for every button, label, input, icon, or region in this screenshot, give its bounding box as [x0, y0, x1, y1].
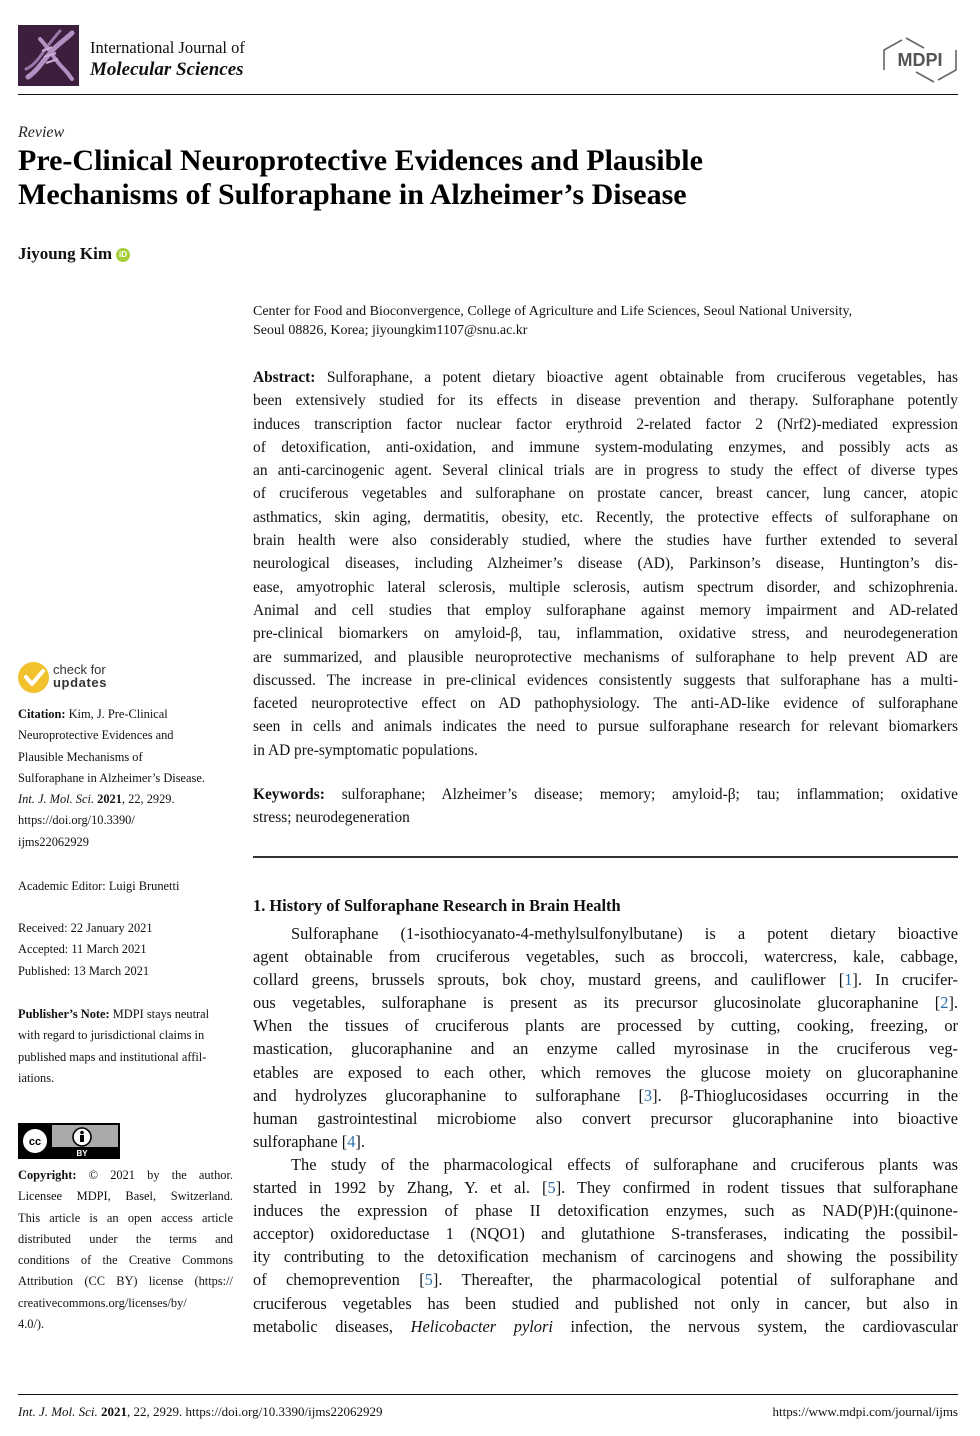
footer-citation: Int. J. Mol. Sci. 2021, 22, 2929. https://doi.org/10.3390/ijms22062929 [18, 1404, 383, 1419]
license-link[interactable]: 4.0/). [18, 1317, 45, 1332]
copyright-notice: Copyright: © 2021 by the author. Licensee MDPI, Basel, Switzerland. This article is an open access article distributed under the terms and conditions of the Creative Commons Attribution (CC BY) license (https:// creativecommons.org/licenses/by/ 4.0/). [18, 1165, 233, 1335]
body-line: sulforaphane [4]. [253, 1131, 365, 1151]
body-line: etables are exposed to each other, which removes the glucose moiety on glucoraphanine [253, 1062, 958, 1082]
citation-label: Citation: [18, 707, 66, 721]
published-date: Published: 13 March 2021 [18, 963, 150, 978]
abstract-line: Animal and cell studies that employ sulforaphane against memory impairment and AD-related [253, 601, 958, 619]
body-line: metabolic diseases, Helicobacter pylori infection, the nervous system, the cardiovascular [253, 1316, 958, 1336]
citation-block: Citation: Kim, J. Pre-Clinical Neuroprotective Evidences and Plausible Mechanisms of Sulforaphane in Alzheimer’s Disease. Int. J. Mol. Sci. 2021, 22, 2929. https://doi.org/10.3390/ ijms22062929 [18, 704, 233, 853]
body-line: ous vegetables, sulforaphane is present as its precursor glucosinolate glucoraphanine [2]. [253, 993, 958, 1013]
header-divider [18, 94, 958, 95]
check-for-label: check for [53, 662, 106, 677]
reference-link[interactable]: 2 [940, 993, 949, 1013]
mdpi-logo[interactable] [880, 36, 960, 84]
keywords-divider [253, 856, 958, 858]
abstract-line: an anti-carcinogenic agent. Several clinical trials are in progress to study the effect of diverse types [253, 462, 958, 480]
article-title [18, 144, 918, 212]
affiliation [253, 302, 953, 340]
reference-link[interactable]: 5 [547, 1178, 556, 1198]
affiliation-line: Seoul 08826, Korea; jiyoungkim1107@snu.ac.kr [253, 323, 528, 338]
keywords-label: Keywords: [253, 786, 325, 803]
body-line: Sulforaphane (1-isothiocyanato-4-methylsulfonylbutane) is a potent dietary bioactive [291, 924, 958, 943]
abstract-line: discussed. The increase in pre-clinical evidences consistently suggests that sulforaphane has a multi- [253, 671, 958, 689]
journal-name-line1: International Journal of [90, 38, 245, 57]
svg-text:cc: cc [28, 1136, 42, 1148]
keywords-line: stress; neurodegeneration [253, 809, 410, 827]
abstract-label: Abstract: [253, 369, 316, 386]
body-line: ity contributing to the detoxification mechanism of carcinogens and showing the possibility [253, 1247, 958, 1267]
abstract-line: ease, amyotrophic lateral sclerosis, multiple sclerosis, autism spectrum disorder, and schizophrenia. [253, 578, 958, 596]
abstract-line: induces transcription factor nuclear factor erythroid 2-related factor 2 (Nrf2)-mediated expression [253, 415, 958, 433]
body-line: of chemoprevention [5]. Thereafter, the pharmacological potential of sulforaphane and [253, 1270, 959, 1290]
academic-editor: Academic Editor: Luigi Brunetti [18, 879, 180, 893]
title-line: Pre-Clinical Neuroprotective Evidences and Plausible [18, 144, 703, 177]
article-dates [18, 918, 233, 982]
journal-logo [18, 25, 79, 86]
abstract-line: seen in cells and animals indicates the need to pursue sulforaphane research for relevant biomarkers [253, 718, 958, 736]
dna-helix-icon [18, 25, 79, 86]
body-line: agent obtainable from cruciferous vegetables, such as broccoli, watercress, kale, cabbage, [253, 947, 958, 967]
article-type: Review [18, 124, 65, 141]
accepted-date: Accepted: 11 March 2021 [18, 942, 147, 957]
abstract-line: pre-clinical biomarkers on amyloid-β, tau, inflammation, oxidative stress, and neurodegeneration [253, 625, 958, 643]
abstract-line: brain health were also considerably studied, where the studies have further extended to several [253, 532, 958, 550]
license-link[interactable]: creativecommons.org/licenses/by/ [18, 1295, 187, 1310]
check-for-updates-button[interactable] [18, 662, 138, 694]
abstract-line: faceted neuroprotective effect on AD pathophysiology. The anti-AD-like evidence of sulforaphane [253, 695, 958, 713]
citation-doi-link[interactable]: ijms22062929 [18, 834, 89, 849]
body-line: mastication, glucoraphanine and an enzyme called myrosinase in the cruciferous veg- [253, 1039, 958, 1059]
abstract-line: Abstract: Sulforaphane, a potent dietary bioactive agent obtainable from cruciferous vegetables, has [253, 369, 958, 386]
keywords [253, 783, 958, 830]
abstract [253, 366, 958, 762]
body-line: and hydrolyzes glucoraphanine to sulforaphane [3]. β-Thioglucosidases occurring in the [253, 1085, 959, 1105]
svg-text:BY: BY [76, 1149, 88, 1158]
affiliation-line: Center for Food and Bioconvergence, College of Agriculture and Life Sciences, Seoul National University, [253, 304, 853, 319]
received-date: Received: 22 January 2021 [18, 921, 153, 935]
orcid-icon[interactable]: iD [116, 248, 130, 262]
cc-by-license-badge[interactable] [18, 1123, 120, 1159]
body-line: induces the expression of phase II detoxification enzymes, such as NAD(P)H:(quinone- [253, 1201, 958, 1221]
footer-divider [18, 1394, 958, 1395]
body-line: cruciferous vegetables has been studied and published not only in cancer, but also in [253, 1293, 958, 1313]
svg-text:MDPI: MDPI [897, 50, 943, 70]
publisher-note: Publisher’s Note: MDPI stays neutral with regard to jurisdictional claims in published maps and institutional affil- iations. [18, 1007, 210, 1085]
author-name[interactable]: Jiyoung Kim [18, 244, 112, 263]
abstract-line: asthmatics, skin aging, dermatitis, obesity, etc. Recently, the protective effects of sulforaphane on [253, 508, 958, 526]
footer-doi-link[interactable]: , 22, 2929. https://doi.org/10.3390/ijms22062929 [127, 1404, 383, 1419]
citation-doi-link[interactable]: https://doi.org/10.3390/ [18, 813, 135, 828]
journal-name-line2: Molecular Sciences [90, 59, 244, 80]
mdpi-hexagon-icon [880, 36, 960, 84]
title-line: Mechanisms of Sulforaphane in Alzheimer’s Disease [18, 178, 687, 211]
body-line: collard greens, brussels sprouts, bok choy, mustard greens, and cauliflower [1]. In crucifer- [253, 970, 959, 990]
author [18, 244, 130, 264]
abstract-line: in AD pre-symptomatic populations. [253, 741, 478, 759]
updates-label: updates [53, 675, 108, 690]
reference-link[interactable]: 5 [424, 1270, 433, 1290]
abstract-line: are summarized, and plausible neuroprotective mechanisms of sulforaphane to help prevent AD are [253, 648, 958, 666]
section-heading: 1. History of Sulforaphane Research in Brain Health [253, 896, 621, 915]
abstract-line: of detoxification, anti-oxidation, and immune system-modulating enzymes, and possibly acts as [253, 438, 958, 456]
section-body [253, 922, 958, 1338]
checkmark-icon [18, 662, 49, 693]
body-line: acceptor) oxidoreductase 1 (NQO1) and glutathione S-transferases, indicating the possibil- [253, 1224, 958, 1244]
reference-link[interactable]: 3 [643, 1085, 653, 1105]
abstract-line: neurological diseases, including Alzheimer’s disease (AD), Parkinson’s disease, Huntington’s dis- [253, 555, 958, 573]
species-name: Helicobacter pylori [410, 1316, 553, 1336]
body-line: When the tissues of cruciferous plants are processed by cutting, cooking, freezing, or [253, 1016, 958, 1036]
reference-link[interactable]: 4 [347, 1131, 356, 1151]
body-line: started in 1992 by Zhang, Y. et al. [5]. They confirmed in rodent tissues that sulforaphane [253, 1178, 958, 1198]
keywords-line: Keywords: sulforaphane; Alzheimer’s disease; memory; amyloid-β; tau; inflammation; oxidative [253, 786, 958, 803]
reference-link[interactable]: 1 [844, 970, 853, 990]
license-link[interactable]: Attribution (CC BY) license (https:// [18, 1274, 233, 1289]
abstract-line: of cruciferous vegetables and sulforaphane on prostate cancer, breast cancer, lung cancer, atopic [253, 485, 958, 503]
body-line: The study of the pharmacological effects of sulforaphane and cruciferous plants was [291, 1154, 958, 1174]
abstract-line: been extensively studied for its effects in disease prevention and therapy. Sulforaphane potently [253, 392, 958, 410]
body-line: human gastrointestinal microbiome also convert precursor glucoraphanine into bioactive [253, 1108, 958, 1128]
footer-journal-link[interactable]: https://www.mdpi.com/journal/ijms [772, 1404, 958, 1419]
